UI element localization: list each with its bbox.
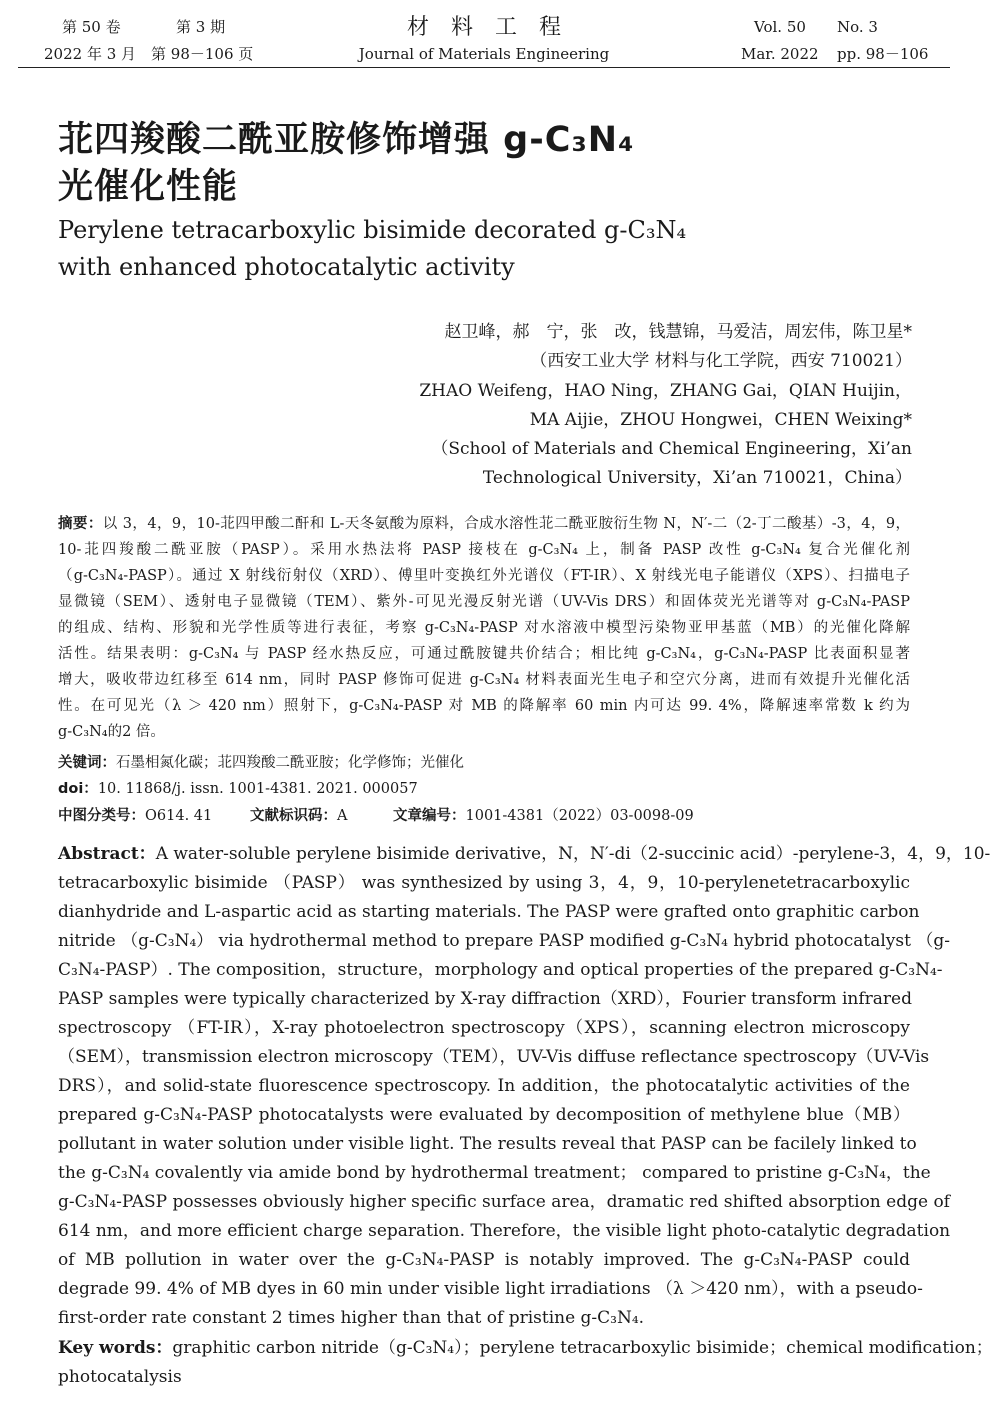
title-en-line1: Perylene tetracarboxylic bisimide decorated g-C₃N₄ bbox=[58, 216, 687, 244]
abstract-cn-line: 10-苝四羧酸二酰亚胺（PASP）。采用水热法将 PASP 接枝在 g-C₃N₄ 上，制备 PASP 改性 g-C₃N₄ 复合光催化剂 bbox=[58, 542, 910, 558]
affiliation-cn: （西安工业大学 材料与化工学院，西安 710021） bbox=[530, 351, 912, 371]
clc-label: 中图分类号： bbox=[58, 808, 145, 824]
authors-en-line1: ZHAO Weifeng，HAO Ning，ZHANG Gai，QIAN Huijin， bbox=[419, 381, 912, 401]
abstract-en-line: pollutant in water solution under visible light. The results reveal that PASP can be facilely linked to bbox=[58, 1134, 917, 1154]
keywords-cn-text: 石墨相氮化碳；苝四羧酸二酰亚胺；化学修饰；光催化 bbox=[116, 755, 464, 771]
clc-number bbox=[58, 804, 212, 829]
abstract-en-line: first-order rate constant 2 times higher than that of pristine g-C₃N₄. bbox=[58, 1308, 645, 1328]
header-issue-en: No. 3 bbox=[837, 18, 878, 36]
header-pages-en: pp. 98－106 bbox=[837, 45, 929, 63]
abstract-en-label: Abstract： bbox=[58, 844, 156, 864]
header-volume-en: Vol. 50 bbox=[754, 18, 806, 36]
abstract-cn-line: 增大，吸收带边红移至 614 nm，同时 PASP 修饰可促进 g-C₃N₄ 材料表面光生电子和空穴分离，进而有效提升光催化活 bbox=[58, 672, 910, 688]
abstract-cn-line: （g-C₃N₄-PASP）。通过 X 射线衍射仪（XRD）、傅里叶变换红外光谱仪（FT-IR）、X 射线光电子能谱仪（XPS）、扫描电子 bbox=[58, 568, 910, 584]
abstract-en-line: prepared g-C₃N₄-PASP photocatalysts were evaluated by decomposition of methylene blue（MB） bbox=[58, 1105, 910, 1125]
abstract-en-line: the g-C₃N₄ covalently via amide bond by hydrothermal treatment； compared to pristine g-C₃N₄，the bbox=[58, 1163, 931, 1183]
keywords-en-line1: Key words：graphitic carbon nitride（g-C₃N₄）；perylene tetracarboxylic bisimide；chemical modification； bbox=[58, 1338, 993, 1358]
document-code bbox=[250, 804, 347, 829]
title-cn-line1: 苝四羧酸二酰亚胺修饰增强 g-C₃N₄ bbox=[58, 120, 635, 160]
header-journal-en: Journal of Materials Engineering bbox=[358, 45, 610, 63]
abstract-cn-line: 的组成、结构、形貌和光学性质等进行表征，考察 g-C₃N₄-PASP 对水溶液中模型污染物亚甲基蓝（MB）的光催化降解 bbox=[58, 620, 910, 636]
abstract-en-line: degrade 99. 4% of MB dyes in 60 min under visible light irradiations （λ ＞420 nm），with a pseudo- bbox=[58, 1279, 923, 1299]
authors-en-line2: MA Aijie，ZHOU Hongwei，CHEN Weixing* bbox=[529, 410, 912, 430]
document-code-label: 文献标识码： bbox=[250, 808, 337, 824]
abstract-en-line: spectroscopy （FT-IR），X-ray photoelectron spectroscopy（XPS），scanning electron microscopy bbox=[58, 1018, 910, 1038]
authors-cn: 赵卫峰，郝 宁，张 改，钱慧锦，马爱洁，周宏伟，陈卫星* bbox=[444, 322, 912, 342]
article-number-label: 文章编号： bbox=[393, 808, 466, 824]
abstract-en-line: C₃N₄-PASP）. The composition，structure，morphology and optical properties of the prepared g-C₃N₄- bbox=[58, 960, 943, 980]
abstract-en-line: （SEM），transmission electron microscopy（TEM），UV-Vis diffuse reflectance spectroscopy（UV-Vis bbox=[58, 1047, 930, 1067]
title-cn-line2: 光催化性能 bbox=[58, 167, 239, 207]
header-divider bbox=[18, 67, 950, 68]
abstract-en-line: 614 nm，and more efficient charge separation. Therefore，the visible light photo-catalytic degradation bbox=[58, 1221, 951, 1241]
article-number-value: 1001-4381（2022）03-0098-09 bbox=[465, 808, 694, 824]
abstract-en-line: DRS），and solid-state fluorescence spectroscopy. In addition，the photocatalytic activities of the bbox=[58, 1076, 910, 1096]
abstract-en-line: tetracarboxylic bisimide （PASP） was synthesized by using 3，4，9，10-perylenetetracarboxylic bbox=[58, 873, 910, 893]
abstract-en-line: nitride （g-C₃N₄） via hydrothermal method to prepare PASP modified g-C₃N₄ hybrid photocatalyst （g- bbox=[58, 931, 950, 951]
doi-label: doi： bbox=[58, 781, 98, 797]
abstract-en-line: g-C₃N₄-PASP possesses obviously higher specific surface area，dramatic red shifted absorption edge of bbox=[58, 1192, 950, 1212]
keywords-cn-label: 关键词： bbox=[58, 755, 116, 771]
abstract-en-line: dianhydride and L-aspartic acid as starting materials. The PASP were grafted onto graphitic carbon bbox=[58, 902, 920, 922]
header-date-pages-cn: 2022 年 3 月 第 98－106 页 bbox=[44, 45, 254, 63]
abstract-en-line: of MB pollution in water over the g-C₃N₄-PASP is notably improved. The g-C₃N₄-PASP could bbox=[58, 1250, 910, 1270]
header-volume-cn: 第 50 卷 bbox=[62, 18, 121, 36]
keywords-cn bbox=[58, 751, 464, 776]
title-en-line2: with enhanced photocatalytic activity bbox=[58, 253, 515, 281]
doi-text: 10. 11868/j. issn. 1001-4381. 2021. 000057 bbox=[97, 781, 418, 797]
abstract-en-line: Abstract：A water-soluble perylene bisimide derivative，N，N′-di（2-succinic acid）-perylene-3，4，9，10- bbox=[58, 844, 991, 864]
header-date-en: Mar. 2022 bbox=[741, 45, 819, 63]
document-code-value: A bbox=[337, 808, 348, 824]
abstract-cn-label: 摘要： bbox=[58, 516, 103, 532]
affiliation-en-line1: （School of Materials and Chemical Engineering，Xi’an bbox=[431, 439, 912, 459]
keywords-en-label: Key words： bbox=[58, 1338, 173, 1358]
abstract-cn-line: 显微镜（SEM）、透射电子显微镜（TEM）、紫外-可见光漫反射光谱（UV-Vis DRS）和固体荧光光谱等对 g-C₃N₄-PASP bbox=[58, 594, 910, 610]
article-number bbox=[393, 804, 694, 829]
abstract-cn-line: g-C₃N₄的2 倍。 bbox=[58, 724, 165, 740]
abstract-cn-line: 摘要：以 3，4，9，10-苝四甲酸二酐和 L-天冬氨酸为原料，合成水溶性苝二酰亚胺衍生物 N，N′-二（2-丁二酸基）-3，4，9， bbox=[58, 516, 910, 532]
clc-value: O614. 41 bbox=[145, 808, 213, 824]
keywords-en-line2: photocatalysis bbox=[58, 1367, 182, 1387]
affiliation-en-line2: Technological University，Xi’an 710021，China） bbox=[482, 468, 912, 488]
doi bbox=[58, 777, 418, 802]
abstract-en-line: PASP samples were typically characterized by X-ray diffraction（XRD），Fourier transform infrared bbox=[58, 989, 912, 1009]
abstract-cn-line: 性。在可见光（λ ＞ 420 nm）照射下，g-C₃N₄-PASP 对 MB 的降解率 60 min 内可达 99. 4%，降解速率常数 k 约为 bbox=[58, 698, 910, 714]
abstract-cn-line: 活性。结果表明：g-C₃N₄ 与 PASP 经水热反应，可通过酰胺键共价结合；相比纯 g-C₃N₄，g-C₃N₄-PASP 比表面积显著 bbox=[58, 646, 910, 662]
header-journal-cn: 材 料 工 程 bbox=[406, 15, 561, 40]
header-issue-cn: 第 3 期 bbox=[176, 18, 226, 36]
